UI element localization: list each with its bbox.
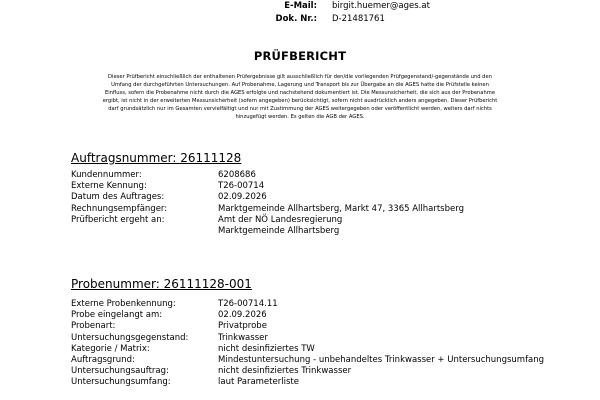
sample-detail-label: Externe Probenkennung: bbox=[71, 299, 176, 309]
sample-detail-value: nicht desinfiziertes TW bbox=[218, 343, 315, 354]
order-detail-label: Rechnungsempfänger: bbox=[71, 203, 168, 214]
order-detail-row bbox=[71, 181, 541, 192]
sample-detail-label: Untersuchungsauftrag: bbox=[71, 366, 169, 377]
sample-detail-value: Privatprobe bbox=[218, 321, 267, 332]
intro-line: Dieser Prüfbericht einschließlich der enthaltenen Prüfergebnisse gilt ausschließlich für den/die vorliegenden Prüfgegenstand/-gegenstände und den bbox=[108, 74, 492, 80]
sample-detail-label: Untersuchungsgegenstand: bbox=[71, 332, 189, 343]
sample-detail-label: Probe eingelangt am: bbox=[71, 310, 163, 321]
sample-detail-row bbox=[71, 366, 541, 377]
document-number-value: D-21481761 bbox=[332, 14, 385, 24]
sample-details bbox=[71, 299, 545, 389]
sample-detail-value: 02.09.2026 bbox=[218, 310, 267, 321]
order-detail-value: Marktgemeinde Allhartsberg, Markt 47, 3365 Allhartsberg bbox=[218, 203, 464, 214]
order-detail-value: 6208686 bbox=[218, 170, 256, 180]
sample-detail-value: laut Parameterliste bbox=[218, 377, 299, 388]
sample-detail-row bbox=[71, 333, 541, 344]
order-detail-row bbox=[71, 204, 541, 215]
order-detail-label: Externe Kennung: bbox=[71, 181, 147, 192]
order-detail-row bbox=[71, 215, 541, 226]
order-details bbox=[71, 170, 541, 237]
order-number-heading: Auftragsnummer: 26111128 bbox=[71, 151, 242, 165]
sample-number-heading: Probenummer: 26111128-001 bbox=[71, 277, 252, 291]
intro-line: hinzugefügt werden. Es gelten die AGB der AGES. bbox=[235, 114, 365, 121]
order-detail-value: T26-00714 bbox=[218, 181, 265, 192]
intro-paragraph bbox=[82, 73, 518, 122]
email-value[interactable]: birgit.huemer@ages.at bbox=[332, 1, 430, 11]
sample-detail-row bbox=[71, 299, 541, 310]
order-detail-label: Datum des Auftrages: bbox=[71, 192, 165, 203]
sample-detail-label: Probenart: bbox=[71, 321, 116, 332]
order-detail-continuation bbox=[71, 226, 541, 237]
order-detail-value: 02.09.2026 bbox=[218, 192, 267, 203]
order-detail-label: Kundennummer: bbox=[71, 170, 142, 180]
sample-detail-row bbox=[71, 354, 545, 366]
sample-detail-label: Untersuchungsumfang: bbox=[71, 377, 171, 388]
intro-line: darf grundsätzlich nur im Gesamten vervielfältigt und nur mit Zustimmung der AGES weitergegeben oder veröffentlicht werden, weiters darf nichts bbox=[108, 106, 492, 113]
report-title: PRÜFBERICHT bbox=[253, 49, 347, 63]
sample-detail-value: Mindestuntersuchung - unbehandeltes Trinkwasser + Untersuchungsumfang bbox=[218, 354, 545, 365]
order-detail-row bbox=[71, 192, 541, 203]
email-label: E-Mail: bbox=[284, 1, 317, 11]
sample-detail-label: Kategorie / Matrix: bbox=[71, 343, 150, 354]
sample-detail-row bbox=[71, 377, 541, 388]
order-detail-row bbox=[71, 170, 541, 181]
sample-detail-value: Trinkwasser bbox=[218, 332, 268, 343]
intro-line: Einfluss, sofern die Probenahme nicht durch die AGES erfolgte und nachstehend dokumentiert ist. Die Messunsicherheit, die sich aus der Probenahme bbox=[104, 90, 496, 97]
order-detail-value: Amt der NÖ Landesregierung bbox=[218, 214, 343, 225]
sample-detail-label: Auftragsgrund: bbox=[71, 354, 135, 365]
order-detail-value: Marktgemeinde Allhartsberg bbox=[218, 225, 340, 236]
sample-detail-value: T26-00714.11 bbox=[218, 299, 278, 309]
order-detail-label: Prüfbericht ergeht an: bbox=[71, 214, 165, 225]
sample-detail-row bbox=[71, 344, 541, 355]
intro-line: Umfang der durchgeführten Untersuchungen. Auf Probenahme, Lagerung und Transport bis zur Übergabe an die AGES hatte die Prüfstelle keinen bbox=[111, 82, 489, 89]
sample-detail-row bbox=[71, 321, 541, 332]
sample-detail-row bbox=[71, 310, 541, 321]
document-number-label: Dok. Nr.: bbox=[275, 14, 317, 24]
intro-line: ergibt, ist nicht in der erweiterten Messunsicherheit (sofern angegeben) berücksichtigt, sofern nicht ausdrücklich anders angegeben. Dieser Prüfbericht bbox=[102, 98, 498, 105]
sample-detail-value: nicht desinfiziertes Trinkwasser bbox=[218, 366, 352, 377]
